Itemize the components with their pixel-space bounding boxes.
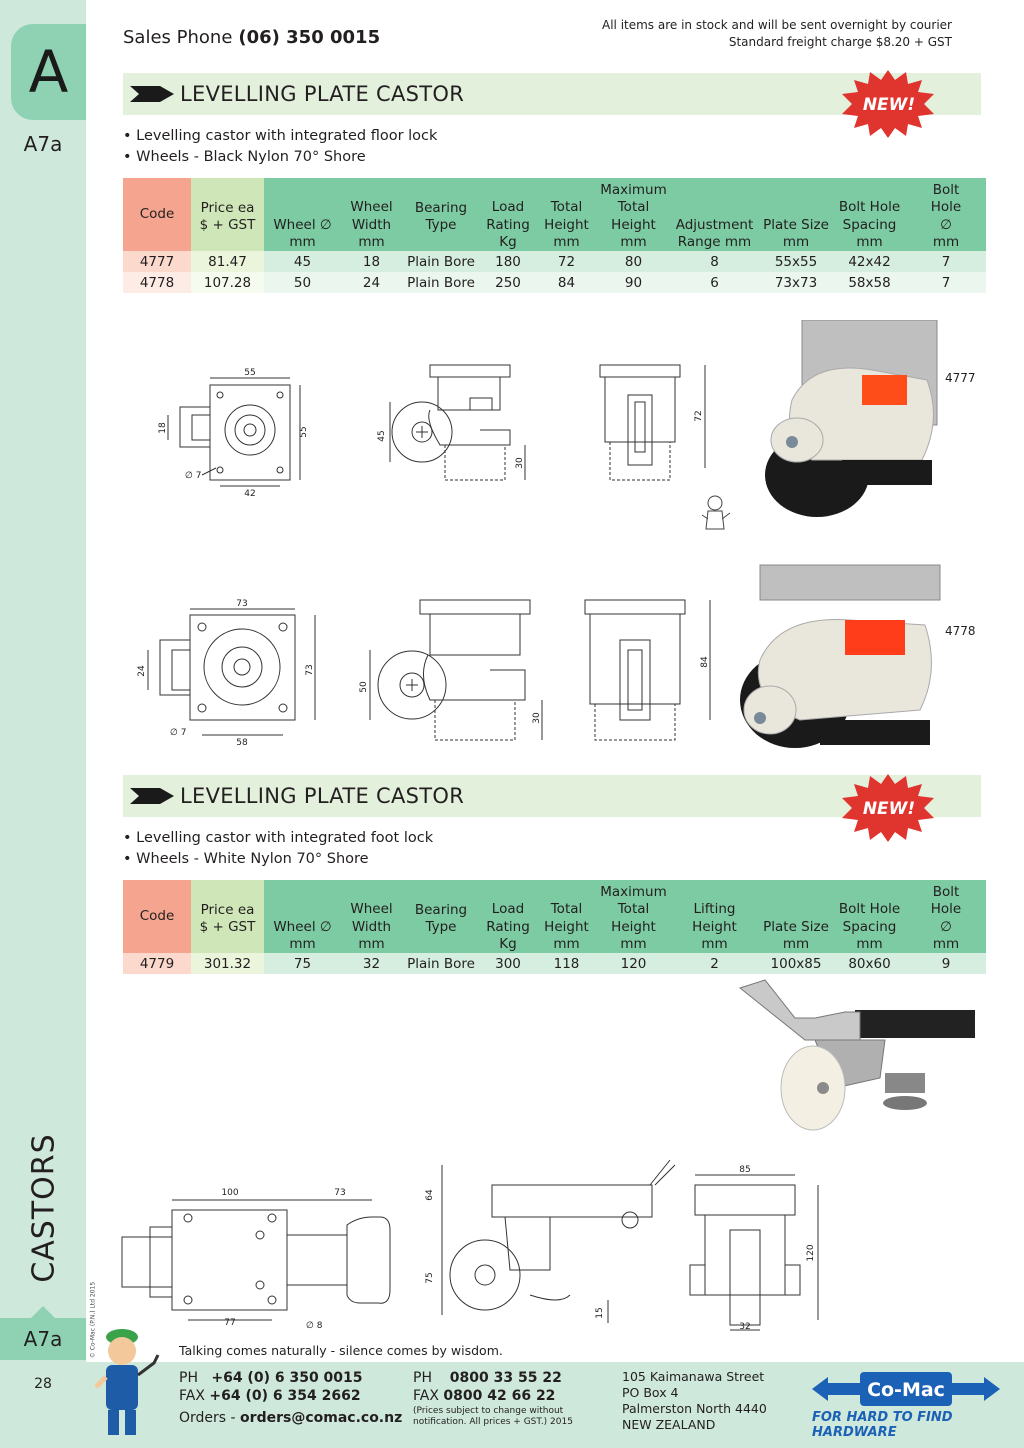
col-header-height: Total Height mm xyxy=(536,178,597,251)
col-header-load: Load Rating Kg xyxy=(480,880,536,953)
comac-logo xyxy=(812,1368,1000,1410)
cell: 75 xyxy=(264,953,341,974)
cell-price: 81.47 xyxy=(191,251,264,272)
bullet-list-2 xyxy=(123,828,433,870)
phone-label: PH xyxy=(179,1370,198,1386)
new-badge-text: NEW! xyxy=(862,799,916,819)
cell: 7 xyxy=(906,251,986,272)
table-row xyxy=(123,272,986,293)
new-badge-icon xyxy=(840,772,936,844)
dim-wheel: 45 xyxy=(377,430,387,442)
cell-code: 4777 xyxy=(123,251,191,272)
section-title-2: LEVELLING PLATE CASTOR xyxy=(180,784,465,808)
technical-drawing-4778 xyxy=(130,595,750,755)
dim-lock: 24 xyxy=(137,665,147,677)
address-line: PO Box 4 xyxy=(622,1385,679,1400)
mascot-icon xyxy=(92,1325,162,1443)
dim-plate: 55 xyxy=(244,368,256,378)
col-header-wheel: Wheel ∅ mm xyxy=(264,880,341,953)
arrow-icon xyxy=(130,786,174,806)
col-header-code: Code xyxy=(123,880,191,953)
cell: Plain Bore xyxy=(402,272,480,293)
cell: 300 xyxy=(480,953,536,974)
address-line: NEW ZEALAND xyxy=(622,1417,716,1432)
spec-table-1 xyxy=(123,178,986,293)
cell: 90 xyxy=(597,272,670,293)
dim-plate: 100 xyxy=(221,1188,239,1198)
col-header-code: Code xyxy=(123,178,191,251)
col-header-bolt-spacing: Bolt Hole Spacing mm xyxy=(833,880,906,953)
cell: 58x58 xyxy=(833,272,906,293)
dim-plate: 73 xyxy=(236,599,248,609)
cell: 7 xyxy=(906,272,986,293)
dim-hole: ∅ 8 xyxy=(306,1321,323,1331)
fax2-value: 0800 42 66 22 xyxy=(443,1388,556,1404)
cell: 18 xyxy=(341,251,402,272)
cell: 9 xyxy=(906,953,986,974)
technical-drawing-4779 xyxy=(110,1155,840,1340)
cell: 80 xyxy=(597,251,670,272)
bullet-item: • Levelling castor with integrated foot lock xyxy=(123,830,434,846)
fax2-label: FAX xyxy=(413,1388,439,1404)
dim-lower: 75 xyxy=(425,1272,435,1284)
section-title-1: LEVELLING PLATE CASTOR xyxy=(180,82,465,106)
product-photo-4778 xyxy=(740,560,945,760)
new-badge-text: NEW! xyxy=(862,95,916,115)
bullet-item: • Wheels - White Nylon 70° Shore xyxy=(123,851,369,867)
address-line: 105 Kaimanawa Street xyxy=(622,1369,765,1384)
col-header-adjustment: Adjustment Range mm xyxy=(670,178,759,251)
dim-spacing: 77 xyxy=(224,1318,236,1328)
copyright-text: © Co-Mac (P.N.) Ltd 2015 xyxy=(89,1281,97,1359)
col-header-wheel-width: Wheel Width mm xyxy=(341,880,402,953)
stock-notice xyxy=(602,17,952,51)
footer-contact-2 xyxy=(413,1369,562,1405)
cell: 2 xyxy=(670,953,759,974)
dim-height: 120 xyxy=(806,1244,816,1262)
logo-text: Co-Mac xyxy=(867,1379,945,1401)
cell: 50 xyxy=(264,272,341,293)
dim-lock: 18 xyxy=(158,422,168,434)
sales-phone-label: Sales Phone xyxy=(123,27,233,48)
col-header-bolt-hole: Bolt Hole ∅ mm xyxy=(906,178,986,251)
cell-price: 107.28 xyxy=(191,272,264,293)
dim-lift: 30 xyxy=(515,457,525,469)
section-code-top: A7a xyxy=(23,132,63,156)
spec-table-2 xyxy=(123,880,986,974)
col-header-max-height: Maximum Total Height mm xyxy=(597,178,670,251)
stock-line-2: Standard freight charge $8.20 + GST xyxy=(728,35,952,49)
cell: 100x85 xyxy=(759,953,833,974)
dim-hole: ∅ 7 xyxy=(170,728,187,738)
cell: 24 xyxy=(341,272,402,293)
stock-line-1: All items are in stock and will be sent overnight by courier xyxy=(602,18,952,32)
cell: 118 xyxy=(536,953,597,974)
cell: 250 xyxy=(480,272,536,293)
dim-side: 55 xyxy=(299,426,309,438)
page-number: 28 xyxy=(34,1376,52,1392)
dim-side: 73 xyxy=(305,664,315,676)
cell: Plain Bore xyxy=(402,251,480,272)
section-code-bottom-tab xyxy=(0,1318,86,1360)
arrow-icon xyxy=(130,84,174,104)
dim-height: 84 xyxy=(700,656,710,668)
address-line: Palmerston North 4440 xyxy=(622,1401,767,1416)
col-header-bolt-spacing: Bolt Hole Spacing mm xyxy=(833,178,906,251)
price-note-2: notification. All prices + GST.) 2015 xyxy=(413,1417,573,1427)
col-header-bearing: Bearing Type xyxy=(402,880,480,953)
photo-label-4778: 4778 xyxy=(945,624,976,638)
bullet-item: • Wheels - Black Nylon 70° Shore xyxy=(123,149,366,165)
cell: 80x60 xyxy=(833,953,906,974)
cell-code: 4778 xyxy=(123,272,191,293)
cell: 42x42 xyxy=(833,251,906,272)
cell: Plain Bore xyxy=(402,953,480,974)
technical-drawing-4777 xyxy=(140,350,750,540)
cell: 6 xyxy=(670,272,759,293)
dim-hole: ∅ 7 xyxy=(185,471,202,481)
cell: 45 xyxy=(264,251,341,272)
cell-price: 301.32 xyxy=(191,953,264,974)
phone-value[interactable]: +64 (0) 6 350 0015 xyxy=(211,1370,363,1386)
dim-lift: 30 xyxy=(532,712,542,724)
col-header-lifting: Lifting Height mm xyxy=(670,880,759,953)
col-header-max-height: Maximum Total Height mm xyxy=(597,880,670,953)
cell: 32 xyxy=(341,953,402,974)
table-row xyxy=(123,251,986,272)
section-letter-tab xyxy=(11,24,86,120)
logo-tagline: FOR HARD TO FIND HARDWARE xyxy=(812,1410,953,1440)
dim-height: 72 xyxy=(694,410,704,422)
category-label: CASTORS xyxy=(26,1133,62,1283)
dim-lever: 73 xyxy=(334,1188,346,1198)
section-code-bottom: A7a xyxy=(23,1327,63,1351)
product-photo-4777 xyxy=(752,320,942,520)
col-header-plate: Plate Size mm xyxy=(759,880,833,953)
dim-spacing: 42 xyxy=(244,489,256,499)
address xyxy=(622,1369,767,1433)
mascot-icon xyxy=(700,493,732,535)
product-photo-4779 xyxy=(735,978,977,1143)
phone2-value[interactable]: 0800 33 55 22 xyxy=(449,1370,562,1386)
phone2-label: PH xyxy=(413,1370,432,1386)
cell: 180 xyxy=(480,251,536,272)
cell: 73x73 xyxy=(759,272,833,293)
new-badge-icon xyxy=(840,68,936,140)
sales-phone xyxy=(123,27,380,48)
dim-top: 64 xyxy=(425,1189,435,1201)
col-header-wheel-width: Wheel Width mm xyxy=(341,178,402,251)
cell: 84 xyxy=(536,272,597,293)
cell: 55x55 xyxy=(759,251,833,272)
dim-wheel: 50 xyxy=(359,681,369,693)
dim-foot: 15 xyxy=(595,1307,605,1319)
col-header-bolt-hole: Bolt Hole ∅ mm xyxy=(906,880,986,953)
footer-quote: Talking comes naturally - silence comes by wisdom. xyxy=(179,1343,503,1358)
price-note xyxy=(413,1406,573,1428)
bullet-item: • Levelling castor with integrated floor lock xyxy=(123,128,438,144)
col-header-price: Price ea $ + GST xyxy=(191,178,264,251)
col-header-plate: Plate Size mm xyxy=(759,178,833,251)
sales-phone-number[interactable]: (06) 350 0015 xyxy=(238,27,381,48)
photo-label-4777: 4777 xyxy=(945,371,976,385)
fax-label: FAX xyxy=(179,1388,205,1404)
footer-contact-1 xyxy=(179,1369,402,1427)
bullet-list-1 xyxy=(123,126,437,168)
col-header-bearing: Bearing Type xyxy=(402,178,480,251)
col-header-height: Total Height mm xyxy=(536,880,597,953)
col-header-load: Load Rating Kg xyxy=(480,178,536,251)
col-header-wheel: Wheel ∅ mm xyxy=(264,178,341,251)
dim-spacing: 58 xyxy=(236,738,248,748)
price-note-1: (Prices subject to change without xyxy=(413,1406,564,1416)
dim-wheel-width: 32 xyxy=(739,1322,751,1332)
cell: 120 xyxy=(597,953,670,974)
dim-width: 85 xyxy=(739,1165,751,1175)
col-header-price: Price ea $ + GST xyxy=(191,880,264,953)
orders-email-link[interactable]: orders@comac.co.nz xyxy=(240,1410,403,1426)
cell: 72 xyxy=(536,251,597,272)
fax-value: +64 (0) 6 354 2662 xyxy=(209,1388,361,1404)
table-row xyxy=(123,953,986,974)
orders-label: Orders - xyxy=(179,1410,236,1426)
cell: 8 xyxy=(670,251,759,272)
section-letter: A xyxy=(28,38,69,106)
cell-code: 4779 xyxy=(123,953,191,974)
